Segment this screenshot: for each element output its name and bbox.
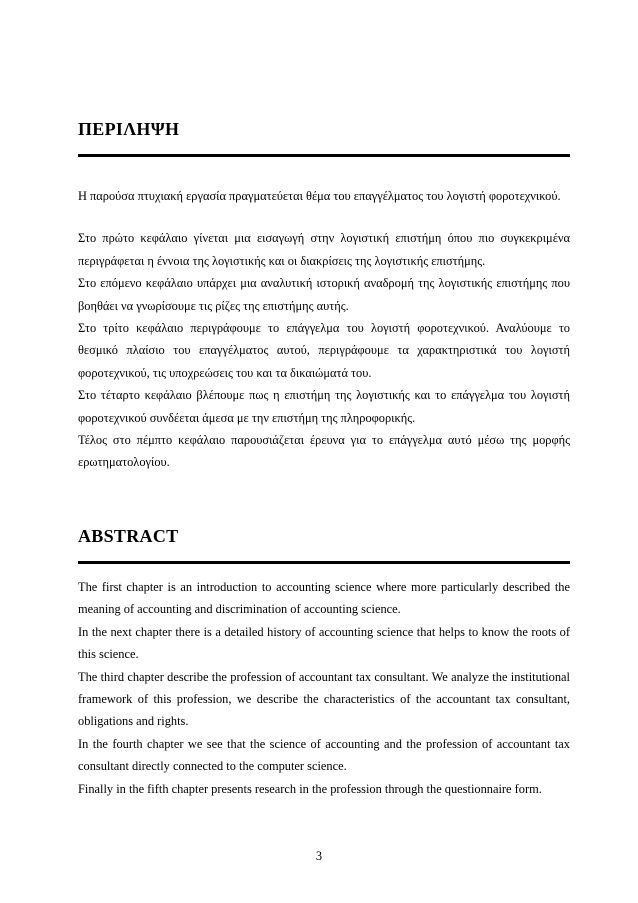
greek-summary-section	[78, 118, 570, 157]
greek-paragraph: Στο πρώτο κεφάλαιο γίνεται μια εισαγωγή στην λογιστική επιστήμη όπου πιο συγκεκριμένα περιγράφεται η έννοια της λογιστικής και οι διακρίσεις της λογιστικής επιστήμης.	[78, 231, 570, 268]
greek-paragraph: Τέλος στο πέμπτο κεφάλαιο παρουσιάζεται έρευνα για το επάγγελμα αυτό μέσω της μορφής ερωτηματολογίου.	[78, 433, 570, 470]
greek-summary-heading: ΠΕΡΙΛΗΨΗ	[78, 119, 180, 139]
abstract-paragraph: In the fourth chapter we see that the science of accounting and the profession of accountant tax consultant directly connected to the computer science.	[78, 736, 570, 774]
abstract-paragraph: The third chapter describe the profession of accountant tax consultant. We analyze the institutional framework of this profession, we describe the characteristics of the accountant tax consultant, obligations and rights.	[78, 669, 570, 729]
abstract-heading: ABSTRACT	[78, 526, 179, 546]
page-number: 3	[315, 849, 323, 863]
heading-rule	[78, 561, 570, 564]
abstract-body	[78, 576, 570, 800]
heading-rule	[78, 154, 570, 157]
greek-paragraph: Στο τέταρτο κεφάλαιο βλέπουμε πως η επιστήμη της λογιστικής και το επάγγελμα του λογιστή φοροτεχνικού συνδέεται άμεσα με την επιστήμη της πληροφορικής.	[78, 388, 570, 425]
greek-intro-paragraph: Η παρούσα πτυχιακή εργασία πραγματεύεται θέμα του επαγγέλματος του λογιστή φοροτεχνικού.	[78, 189, 561, 203]
greek-summary-body	[78, 185, 570, 474]
greek-paragraph: Στο τρίτο κεφάλαιο περιγράφουμε το επάγγελμα του λογιστή φοροτεχνικού. Αναλύουμε το θεσμικό πλαίσιο του επαγγέλματος αυτού, περιγράφουμε τα χαρακτηριστικά του λογιστή φοροτεχνικού, τις υποχρεώσεις του και τα δικαιώματά του.	[78, 321, 570, 380]
abstract-paragraph: In the next chapter there is a detailed history of accounting science that helps to know the roots of this science.	[78, 624, 570, 662]
abstract-paragraph: Finally in the fifth chapter presents research in the profession through the questionnaire form.	[78, 781, 542, 796]
greek-paragraph: Στο επόμενο κεφάλαιο υπάρχει μια αναλυτική ιστορική αναδρομή της λογιστικής επιστήμης που βοηθάει να γνωρίσουμε τις ρίζες της επιστήμης αυτής.	[78, 276, 570, 313]
abstract-paragraph: The first chapter is an introduction to accounting science where more particularly described the meaning of accounting and discrimination of accounting science.	[78, 580, 570, 617]
abstract-section	[78, 525, 570, 564]
